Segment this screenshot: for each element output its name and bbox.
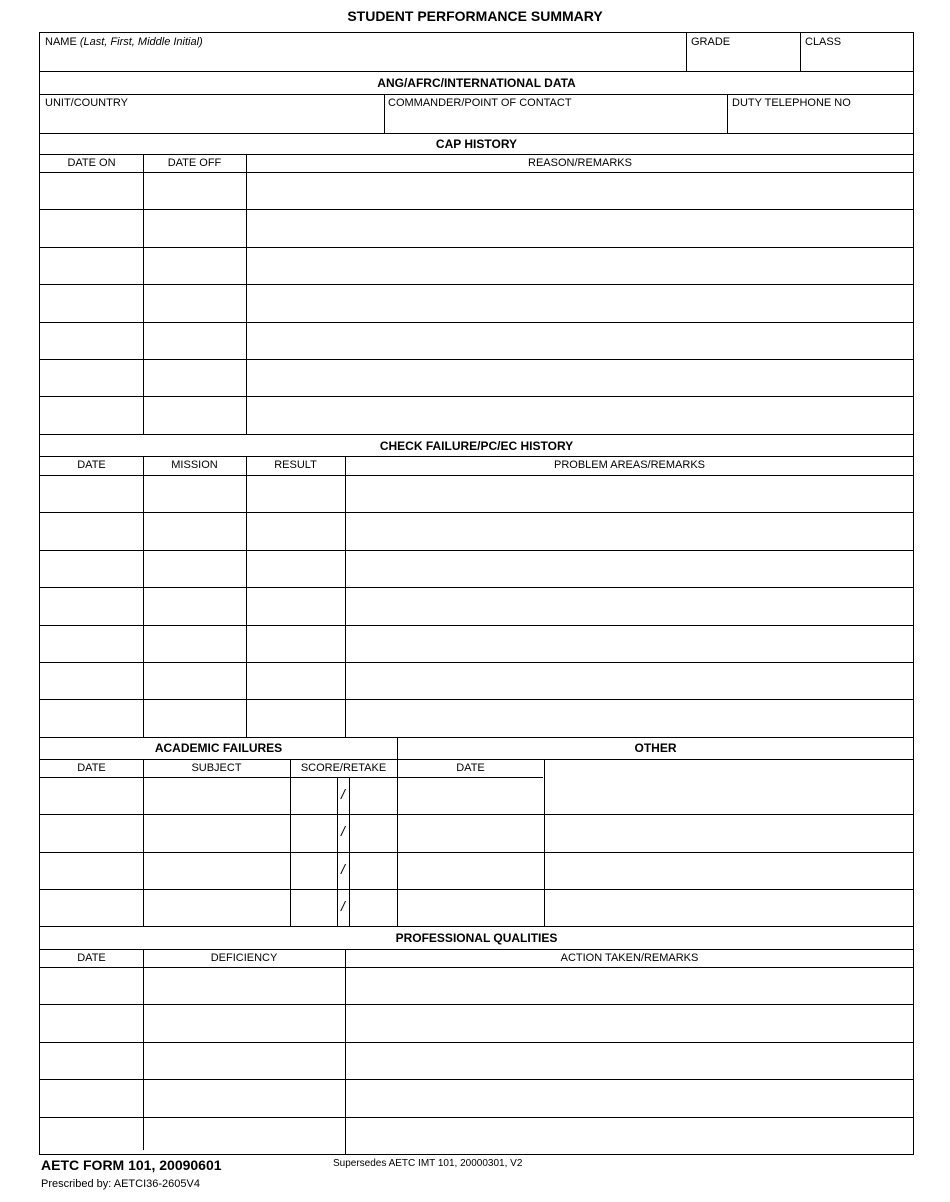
academic-heading: ACADEMIC FAILURES (154, 741, 283, 755)
professional-date-field[interactable] (40, 1080, 143, 1116)
grade-label: GRADE (691, 36, 731, 48)
check-problem-field[interactable] (346, 551, 913, 587)
professional-date-field[interactable] (40, 968, 143, 1004)
score-retake-separator: / (341, 897, 345, 914)
check-date-field[interactable] (40, 588, 143, 624)
academic-other-date-field[interactable] (398, 853, 544, 889)
check-problem-field[interactable] (346, 626, 913, 662)
commander-label: COMMANDER/POINT OF CONTACT (388, 97, 572, 109)
academic-subject-header: SUBJECT (191, 762, 242, 774)
professional-deficiency-field[interactable] (144, 968, 345, 1004)
academic-other-date-field[interactable] (398, 815, 544, 851)
professional-date-field[interactable] (40, 1118, 143, 1154)
cap-date-on-field[interactable] (40, 397, 143, 433)
grade-field[interactable] (687, 33, 800, 71)
professional-action-field[interactable] (346, 1118, 913, 1154)
academic-academic-date-field[interactable] (40, 815, 143, 851)
professional-deficiency-field[interactable] (144, 1043, 345, 1079)
check-problem-field[interactable] (346, 513, 913, 549)
check-problem-field[interactable] (346, 476, 913, 512)
other-heading: OTHER (634, 741, 677, 755)
cap-date-on-field[interactable] (40, 248, 143, 284)
cap-heading: CAP HISTORY (435, 137, 518, 151)
check-result-field[interactable] (247, 588, 345, 624)
academic-academic-date-field[interactable] (40, 890, 143, 926)
check-mission-field[interactable] (144, 626, 246, 662)
academic-other-date-field[interactable] (398, 890, 544, 926)
cap-date-off-field[interactable] (144, 210, 246, 246)
supersedes-note: Supersedes AETC IMT 101, 20000301, V2 (333, 1158, 523, 1169)
name-label-hint: (Last, First, Middle Initial) (79, 36, 203, 48)
academic-academic-score-field[interactable] (291, 890, 337, 926)
professional-deficiency-field[interactable] (144, 1118, 345, 1154)
check-mission-field[interactable] (144, 700, 246, 736)
professional-action-field[interactable] (346, 968, 913, 1004)
unit-country-field[interactable] (40, 95, 384, 133)
professional-action-field[interactable] (346, 1043, 913, 1079)
academic-academic-retake-field[interactable] (350, 890, 397, 926)
professional-deficiency-header: DEFICIENCY (210, 952, 278, 964)
cap-date-off-field[interactable] (144, 173, 246, 209)
check-mission-field[interactable] (144, 476, 246, 512)
cap-reason-field[interactable] (247, 248, 913, 284)
academic-academic-date-field[interactable] (40, 853, 143, 889)
academic-academic-retake-field[interactable] (350, 853, 397, 889)
cap-date-on-field[interactable] (40, 210, 143, 246)
performance-summary-form (39, 32, 914, 1155)
academic-other-date-field[interactable] (398, 778, 544, 814)
academic-other-remarks-field[interactable] (545, 890, 913, 926)
commander-field[interactable] (385, 95, 727, 133)
professional-action-field[interactable] (346, 1005, 913, 1041)
academic-other-remarks-field[interactable] (545, 778, 913, 814)
class-label: CLASS (805, 36, 842, 48)
ang-heading: ANG/AFRC/INTERNATIONAL DATA (377, 76, 576, 90)
check-date-field[interactable] (40, 476, 143, 512)
cap-reason-field[interactable] (247, 285, 913, 321)
check-mission-field[interactable] (144, 663, 246, 699)
unit-country-label: UNIT/COUNTRY (45, 97, 128, 109)
check-problem-field[interactable] (346, 700, 913, 736)
check-result-field[interactable] (247, 551, 345, 587)
professional-date-field[interactable] (40, 1043, 143, 1079)
check-result-field[interactable] (247, 513, 345, 549)
academic-academic-retake-field[interactable] (350, 778, 397, 814)
cap-reason-field[interactable] (247, 173, 913, 209)
cap-reason-field[interactable] (247, 360, 913, 396)
cap-date-on-header: DATE ON (67, 157, 116, 169)
cap-date-off-field[interactable] (144, 285, 246, 321)
form-number: AETC FORM 101, 20090601 (41, 1157, 222, 1173)
check-result-field[interactable] (247, 700, 345, 736)
name-label-text: NAME (45, 36, 80, 48)
academic-academic-score-field[interactable] (291, 778, 337, 814)
score-retake-separator: / (341, 823, 345, 840)
professional-deficiency-field[interactable] (144, 1080, 345, 1116)
prescribed-by: Prescribed by: AETCI36-2605V4 (41, 1178, 200, 1190)
professional-action-header: ACTION TAKEN/REMARKS (560, 952, 699, 964)
cap-date-on-field[interactable] (40, 285, 143, 321)
academic-academic-retake-field[interactable] (350, 815, 397, 851)
academic-date-header: DATE (77, 762, 106, 774)
duty-phone-field[interactable] (728, 95, 914, 133)
academic-academic-date-field[interactable] (40, 778, 143, 814)
check-date-field[interactable] (40, 663, 143, 699)
professional-action-field[interactable] (346, 1080, 913, 1116)
duty-phone-label: DUTY TELEPHONE NO (732, 97, 851, 109)
check-result-header: RESULT (274, 459, 317, 471)
cap-date-on-field[interactable] (40, 360, 143, 396)
check-mission-field[interactable] (144, 513, 246, 549)
cap-reason-field[interactable] (247, 323, 913, 359)
professional-heading: PROFESSIONAL QUALITIES (395, 931, 558, 945)
cap-date-off-field[interactable] (144, 323, 246, 359)
name-field[interactable] (40, 33, 686, 71)
check-result-field[interactable] (247, 476, 345, 512)
class-field[interactable] (801, 33, 914, 71)
academic-academic-subject-field[interactable] (144, 778, 290, 814)
professional-date-header: DATE (77, 952, 106, 964)
check-date-field[interactable] (40, 626, 143, 662)
check-date-field[interactable] (40, 513, 143, 549)
academic-academic-subject-field[interactable] (144, 815, 290, 851)
professional-deficiency-field[interactable] (144, 1005, 345, 1041)
check-date-field[interactable] (40, 551, 143, 587)
check-result-field[interactable] (247, 626, 345, 662)
other-date-header: DATE (456, 762, 485, 774)
cap-date-off-field[interactable] (144, 248, 246, 284)
check-problem-field[interactable] (346, 588, 913, 624)
cap-date-off-field[interactable] (144, 397, 246, 433)
check-date-header: DATE (77, 459, 106, 471)
cap-date-off-field[interactable] (144, 360, 246, 396)
check-result-field[interactable] (247, 663, 345, 699)
academic-academic-score-field[interactable] (291, 853, 337, 889)
cap-reason-header: REASON/REMARKS (528, 157, 632, 169)
professional-date-field[interactable] (40, 1005, 143, 1041)
academic-other-remarks-field[interactable] (545, 815, 913, 851)
cap-date-off-header: DATE OFF (167, 157, 222, 169)
score-retake-separator: / (341, 786, 345, 802)
cap-date-on-field[interactable] (40, 173, 143, 209)
form-title: STUDENT PERFORMANCE SUMMARY (347, 8, 603, 24)
check-heading: CHECK FAILURE/PC/EC HISTORY (379, 439, 574, 453)
check-problem-field[interactable] (346, 663, 913, 699)
cap-reason-field[interactable] (247, 397, 913, 433)
academic-academic-score-field[interactable] (291, 815, 337, 851)
check-mission-field[interactable] (144, 551, 246, 587)
check-date-field[interactable] (40, 700, 143, 736)
check-mission-header: MISSION (171, 459, 218, 471)
academic-score-retake-header: SCORE/RETAKE (300, 762, 387, 774)
cap-reason-field[interactable] (247, 210, 913, 246)
academic-academic-subject-field[interactable] (144, 890, 290, 926)
check-mission-field[interactable] (144, 588, 246, 624)
score-retake-separator: / (341, 860, 345, 877)
academic-other-remarks-field[interactable] (545, 853, 913, 889)
academic-academic-subject-field[interactable] (144, 853, 290, 889)
check-problem-header: PROBLEM AREAS/REMARKS (554, 459, 705, 471)
cap-date-on-field[interactable] (40, 323, 143, 359)
